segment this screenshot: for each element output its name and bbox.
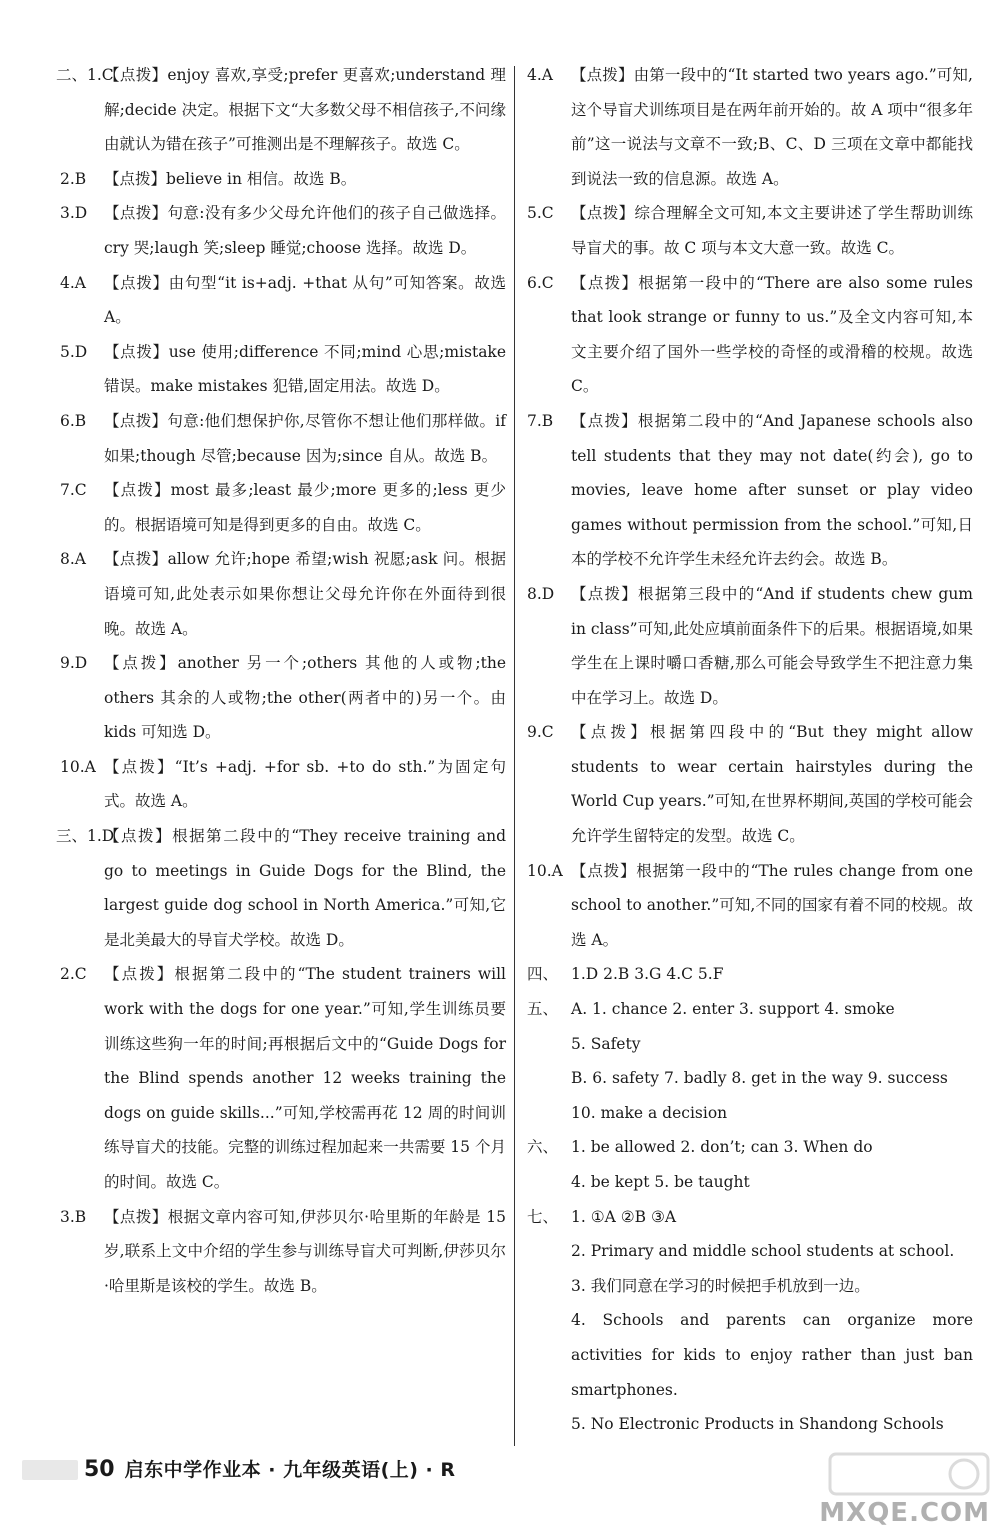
short-answer-line (527, 1165, 973, 1200)
answer-explanation: 【点拨】由第一段中的“It started two years ago.”可知,这个导盲犬训练项目是在两年前开始的。故 A 项中“很多年前”这一说法与文章不一致;B、C、D 三项在文章中都能找到说法一致的信息源。故选 A。 (571, 66, 973, 188)
answer-item (527, 266, 973, 404)
answer-number: 5.D (60, 342, 88, 361)
answer-item (60, 266, 506, 335)
answer-item (60, 542, 506, 646)
short-answer-text: 1. be allowed 2. don’t; can 3. When do (571, 1138, 873, 1157)
answer-item (527, 854, 973, 958)
short-answer-line (527, 1303, 973, 1407)
section-label: 六、 (527, 1138, 559, 1157)
answer-explanation: 【点拨】believe in 相信。故选 B。 (104, 169, 357, 188)
answer-item (527, 196, 973, 265)
answer-number: 6.C (527, 273, 554, 292)
answer-explanation: 【点拨】由句型“it is+adj. +that 从句”可知答案。故选 A。 (104, 273, 506, 327)
short-answer-line (527, 1130, 973, 1165)
section-label: 五、 (527, 1000, 559, 1019)
short-answer-line (527, 1269, 973, 1304)
short-answer-line (527, 1200, 973, 1235)
answer-explanation: 【点拨】根据第四段中的“But they might allow students to wear certain hairstyles during the World Cup years.”可知,在世界杯期间,英国的学校可能会允许学生留特定的发型。故选 C。 (571, 723, 973, 846)
footer-tab-decoration (22, 1460, 78, 1480)
answer-explanation: 【点拨】句意:他们想保护你,尽管你不想让他们那样做。if 如果;though 尽管;because 因为;since 自从。故选 B。 (104, 411, 506, 465)
answer-number: 二、1.C (56, 66, 114, 84)
answer-number: 三、1.D (56, 827, 115, 846)
answer-item (527, 577, 973, 715)
answer-explanation: 【点拨】use 使用;difference 不同;mind 心思;mistake 错误。make mistakes 犯错,固定用法。故选 D。 (104, 342, 506, 396)
answer-number: 2.B (60, 169, 87, 188)
watermark-text: MXQE.COM (819, 1498, 990, 1528)
answer-item (56, 58, 506, 162)
answer-item (60, 162, 506, 197)
answer-explanation: 【点拨】another 另一个;others 其他的人或物;the others 其余的人或物;the other(两者中的)另一个。由 kids 可知选 D。 (104, 654, 506, 742)
answer-number: 6.B (60, 411, 87, 430)
answer-explanation: 【点拨】根据第一段中的“The rules change from one school to another.”可知,不同的国家有着不同的校规。故选 A。 (571, 861, 973, 949)
book-title: 启东中学作业本 · 九年级英语(上) · R (124, 1458, 456, 1481)
answer-explanation: 【点拨】根据第二段中的“They receive training and go to meetings in Guide Dogs for the Blind, the largest guide dog school in North America.”可知,它是北美最大的导盲犬学校。故选 D。 (104, 827, 506, 949)
answer-item (60, 646, 506, 750)
answer-number: 4.A (60, 273, 86, 292)
answer-explanation: 【点拨】根据第二段中的“The student trainers will work with the dogs for one year.”可知,学生训练员要训练这些狗一年的时间;再根据后文中的“Guide Dogs for the Blind spends another 12 weeks training the dogs on guide skills...”可知,学校需再花 12 周的时间训练导盲犬的技能。完整的训练过程加起来一共需要 15 个月的时间。故选 C。 (104, 965, 506, 1191)
answer-item (527, 58, 973, 196)
answer-explanation: 【点拨】根据第三段中的“And if students chew gum in class”可知,此处应填前面条件下的后果。根据语境,如果学生在上课时嚼口香糖,那么可能会导致学生不把注意力集中在学习上。故选 D。 (571, 584, 973, 707)
answer-explanation: 【点拨】most 最多;least 最少;more 更多的;less 更少的。根据语境可知是得到更多的自由。故选 C。 (104, 481, 506, 534)
answer-number: 8.D (527, 584, 555, 603)
short-answer-line (527, 1096, 973, 1131)
short-answer-line (527, 1061, 973, 1096)
answer-item (60, 1200, 506, 1304)
answer-number: 8.A (60, 550, 86, 569)
short-answer-text: 1. ①A ②B ③A (571, 1207, 677, 1226)
answer-explanation: 【点拨】enjoy 喜欢,享受;prefer 更喜欢;understand 理解;decide 决定。根据下文“大多数父母不相信孩子,不问缘由就认为错在孩子”可推测出是不理解孩子。故选 C。 (104, 66, 506, 154)
answer-explanation: 【点拨】“It’s +adj. +for sb. +to do sth.”为固定句式。故选 A。 (104, 757, 506, 811)
answer-number: 3.B (60, 1207, 87, 1226)
answer-number: 7.B (527, 411, 554, 430)
answer-number: 10.A (60, 757, 96, 776)
left-column (56, 58, 506, 1303)
answer-number: 9.C (527, 723, 554, 742)
short-answer-text: 3. 我们同意在学习的时候把手机放到一边。 (571, 1276, 870, 1295)
answer-number: 5.C (527, 204, 554, 223)
short-answer-text: 4. Schools and parents can organize more activities for kids to enjoy rather than just ban smartphones. (571, 1311, 973, 1399)
answer-explanation: 【点拨】根据文章内容可知,伊莎贝尔·哈里斯的年龄是 15 岁,联系上文中介绍的学生参与训练导盲犬可判断,伊莎贝尔·哈里斯是该校的学生。故选 B。 (104, 1207, 506, 1295)
short-answer-text: 5. No Electronic Products in Shandong Schools (571, 1415, 944, 1434)
section-label: 七、 (527, 1207, 559, 1226)
answer-item (527, 404, 973, 577)
section-label: 四、 (527, 965, 559, 984)
column-divider (514, 66, 515, 1446)
answer-number: 3.D (60, 204, 88, 223)
page-footer (22, 1450, 456, 1490)
short-answer-line (527, 957, 973, 992)
answer-number: 9.D (60, 654, 88, 673)
answer-item (60, 404, 506, 473)
answer-item (527, 715, 973, 853)
short-answer-line (527, 1027, 973, 1062)
answer-number: 2.C (60, 965, 87, 984)
answer-number: 4.A (527, 66, 553, 84)
answer-item (60, 957, 506, 1199)
short-answer-text: B. 6. safety 7. badly 8. get in the way 9. success (571, 1069, 948, 1088)
short-answer-text: 4. be kept 5. be taught (571, 1173, 750, 1191)
answer-explanation: 【点拨】综合理解全文可知,本文主要讲述了学生帮助训练导盲犬的事。故 C 项与本文大意一致。故选 C。 (571, 204, 973, 257)
answer-explanation: 【点拨】根据第二段中的“And Japanese schools also tell students that they may not date(约会), go to movies, leave home after sunset or play video games without permission from the school.”可知,日本的学校不允许学生未经允许去约会。故选 B。 (571, 411, 973, 569)
answer-item (60, 335, 506, 404)
answer-explanation: 【点拨】句意:没有多少父母允许他们的孩子自己做选择。cry 哭;laugh 笑;sleep 睡觉;choose 选择。故选 D。 (104, 204, 506, 257)
answer-item (60, 473, 506, 542)
short-answer-line (527, 1407, 973, 1442)
short-answer-text: 5. Safety (571, 1034, 641, 1053)
short-answer-text: 1.D 2.B 3.G 4.C 5.F (571, 965, 724, 984)
short-answer-text: 10. make a decision (571, 1103, 728, 1122)
right-column (527, 58, 973, 1442)
page-number: 50 (84, 1456, 115, 1482)
answer-item (56, 819, 506, 957)
answer-number: 10.A (527, 861, 563, 880)
short-answer-text: A. 1. chance 2. enter 3. support 4. smoke (571, 1000, 895, 1019)
short-answer-text: 2. Primary and middle school students at school. (571, 1242, 955, 1261)
short-answer-line (527, 1234, 973, 1269)
answer-number: 7.C (60, 481, 87, 500)
answer-item (60, 196, 506, 265)
short-answer-line (527, 992, 973, 1027)
answer-explanation: 【点拨】根据第一段中的“There are also some rules that look strange or funny to us.”及全文内容可知,本文主要介绍了国外一些学校的奇怪的或滑稽的校规。故选 C。 (571, 273, 973, 396)
answer-item (60, 750, 506, 819)
answer-explanation: 【点拨】allow 允许;hope 希望;wish 祝愿;ask 问。根据语境可知,此处表示如果你想让父母允许你在外面待到很晚。故选 A。 (104, 550, 506, 638)
